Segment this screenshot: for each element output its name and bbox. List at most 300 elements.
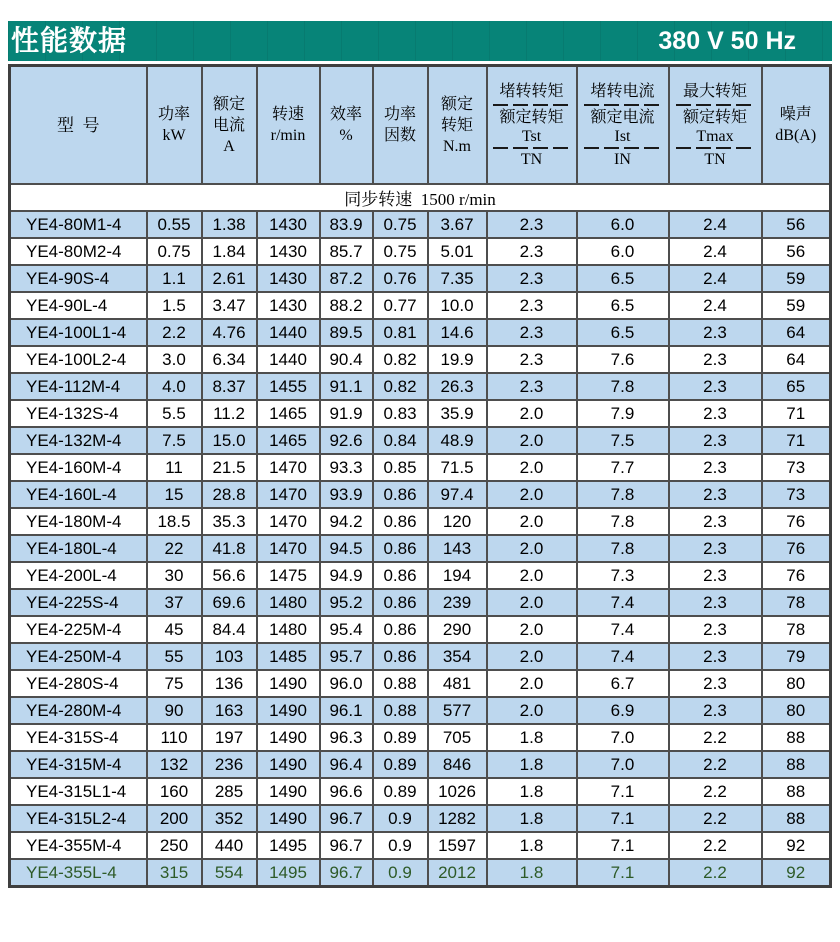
model-cell: YE4-315L1-4: [10, 778, 147, 805]
value-cell: 4.0: [147, 373, 202, 400]
value-cell: 71.5: [428, 454, 487, 481]
value-cell: 7.7: [577, 454, 669, 481]
value-cell: 76: [762, 562, 831, 589]
value-cell: 3.0: [147, 346, 202, 373]
value-cell: 15: [147, 481, 202, 508]
model-cell: YE4-180M-4: [10, 508, 147, 535]
value-cell: 2.3: [669, 427, 762, 454]
value-cell: 2.0: [487, 697, 577, 724]
value-cell: 37: [147, 589, 202, 616]
value-cell: 2.3: [669, 508, 762, 535]
value-cell: 1.1: [147, 265, 202, 292]
value-cell: 5.5: [147, 400, 202, 427]
value-cell: 1430: [257, 265, 320, 292]
model-cell: YE4-200L-4: [10, 562, 147, 589]
value-cell: 1490: [257, 697, 320, 724]
value-cell: 1440: [257, 319, 320, 346]
value-cell: 2.3: [669, 670, 762, 697]
value-cell: 69.6: [202, 589, 257, 616]
value-cell: 80: [762, 697, 831, 724]
table-row: [10, 724, 831, 751]
model-cell: YE4-180L-4: [10, 535, 147, 562]
fraction-bar: [493, 104, 571, 106]
value-cell: 19.9: [428, 346, 487, 373]
value-cell: 7.3: [577, 562, 669, 589]
value-cell: 7.0: [577, 751, 669, 778]
value-cell: 110: [147, 724, 202, 751]
table-header: [10, 66, 831, 185]
value-cell: 2.0: [487, 643, 577, 670]
value-cell: 22: [147, 535, 202, 562]
value-cell: 6.34: [202, 346, 257, 373]
value-cell: 0.9: [373, 805, 428, 832]
model-cell: YE4-315S-4: [10, 724, 147, 751]
value-cell: 3.47: [202, 292, 257, 319]
value-cell: 2.4: [669, 211, 762, 238]
value-cell: 1465: [257, 427, 320, 454]
value-cell: 6.5: [577, 319, 669, 346]
col-header-rated-torque: 额定 转矩 N.m: [428, 66, 487, 185]
value-cell: 160: [147, 778, 202, 805]
value-cell: 96.1: [320, 697, 373, 724]
value-cell: 7.4: [577, 643, 669, 670]
value-cell: 2.2: [669, 859, 762, 887]
value-cell: 2.3: [669, 535, 762, 562]
value-cell: 1480: [257, 589, 320, 616]
value-cell: 85.7: [320, 238, 373, 265]
value-cell: 554: [202, 859, 257, 887]
col-header-max-torque-ratio: 最大转矩 额定转矩 Tmax TN: [669, 66, 762, 185]
value-cell: 0.9: [373, 859, 428, 887]
table-row: [10, 832, 831, 859]
value-cell: 7.1: [577, 832, 669, 859]
value-cell: 1.8: [487, 751, 577, 778]
model-cell: YE4-355M-4: [10, 832, 147, 859]
table-row: [10, 616, 831, 643]
value-cell: 0.9: [373, 832, 428, 859]
value-cell: 1282: [428, 805, 487, 832]
value-cell: 2.0: [487, 535, 577, 562]
value-cell: 2.0: [487, 508, 577, 535]
value-cell: 577: [428, 697, 487, 724]
value-cell: 0.86: [373, 562, 428, 589]
value-cell: 0.75: [373, 211, 428, 238]
value-cell: 354: [428, 643, 487, 670]
value-cell: 78: [762, 616, 831, 643]
table-row: [10, 373, 831, 400]
value-cell: 2.3: [669, 454, 762, 481]
value-cell: 7.4: [577, 589, 669, 616]
value-cell: 2.3: [669, 319, 762, 346]
value-cell: 1495: [257, 859, 320, 887]
model-cell: YE4-280S-4: [10, 670, 147, 697]
table-row: [10, 508, 831, 535]
value-cell: 96.6: [320, 778, 373, 805]
section-header-bar: [8, 21, 832, 61]
value-cell: 76: [762, 508, 831, 535]
value-cell: 73: [762, 481, 831, 508]
value-cell: 0.88: [373, 697, 428, 724]
value-cell: 1.84: [202, 238, 257, 265]
col-header-rated-current: 额定 电流 A: [202, 66, 257, 185]
value-cell: 352: [202, 805, 257, 832]
model-cell: YE4-225S-4: [10, 589, 147, 616]
value-cell: 440: [202, 832, 257, 859]
value-cell: 55: [147, 643, 202, 670]
value-cell: 0.86: [373, 616, 428, 643]
value-cell: 7.1: [577, 859, 669, 887]
value-cell: 56: [762, 211, 831, 238]
fraction-bar: [584, 104, 662, 106]
value-cell: 2.3: [669, 562, 762, 589]
value-cell: 75: [147, 670, 202, 697]
model-cell: YE4-160M-4: [10, 454, 147, 481]
value-cell: 26.3: [428, 373, 487, 400]
value-cell: 143: [428, 535, 487, 562]
value-cell: 84.4: [202, 616, 257, 643]
model-cell: YE4-80M2-4: [10, 238, 147, 265]
model-cell: YE4-100L1-4: [10, 319, 147, 346]
table-row: [10, 751, 831, 778]
value-cell: 3.67: [428, 211, 487, 238]
value-cell: 96.7: [320, 832, 373, 859]
table-row: [10, 238, 831, 265]
value-cell: 21.5: [202, 454, 257, 481]
value-cell: 2.3: [669, 346, 762, 373]
model-cell: YE4-100L2-4: [10, 346, 147, 373]
value-cell: 2.4: [669, 238, 762, 265]
value-cell: 78: [762, 589, 831, 616]
value-cell: 1475: [257, 562, 320, 589]
value-cell: 90: [147, 697, 202, 724]
value-cell: 96.4: [320, 751, 373, 778]
model-cell: YE4-250M-4: [10, 643, 147, 670]
value-cell: 11.2: [202, 400, 257, 427]
value-cell: 2.0: [487, 454, 577, 481]
table-row: [10, 535, 831, 562]
value-cell: 7.0: [577, 724, 669, 751]
model-cell: YE4-90S-4: [10, 265, 147, 292]
value-cell: 1.8: [487, 805, 577, 832]
fraction-bar: [676, 104, 754, 106]
model-cell: YE4-112M-4: [10, 373, 147, 400]
value-cell: 2.2: [147, 319, 202, 346]
value-cell: 2.2: [669, 805, 762, 832]
value-cell: 4.76: [202, 319, 257, 346]
table-row: [10, 427, 831, 454]
value-cell: 2.3: [669, 589, 762, 616]
value-cell: 7.1: [577, 778, 669, 805]
model-cell: YE4-280M-4: [10, 697, 147, 724]
value-cell: 56.6: [202, 562, 257, 589]
value-cell: 80: [762, 670, 831, 697]
sync-speed-group: [10, 184, 831, 211]
col-header-model: 型 号: [10, 66, 147, 185]
value-cell: 65: [762, 373, 831, 400]
value-cell: 250: [147, 832, 202, 859]
value-cell: 28.8: [202, 481, 257, 508]
value-cell: 94.5: [320, 535, 373, 562]
table-row: [10, 697, 831, 724]
table-row: [10, 454, 831, 481]
table-body: [10, 211, 831, 887]
value-cell: 83.9: [320, 211, 373, 238]
value-cell: 197: [202, 724, 257, 751]
model-cell: YE4-315L2-4: [10, 805, 147, 832]
value-cell: 1430: [257, 292, 320, 319]
value-cell: 1440: [257, 346, 320, 373]
value-cell: 7.35: [428, 265, 487, 292]
value-cell: 0.86: [373, 508, 428, 535]
table-row: [10, 292, 831, 319]
value-cell: 1597: [428, 832, 487, 859]
value-cell: 1470: [257, 508, 320, 535]
value-cell: 1490: [257, 751, 320, 778]
value-cell: 96.3: [320, 724, 373, 751]
value-cell: 0.82: [373, 373, 428, 400]
value-cell: 7.8: [577, 481, 669, 508]
value-cell: 73: [762, 454, 831, 481]
value-cell: 6.5: [577, 265, 669, 292]
value-cell: 90.4: [320, 346, 373, 373]
model-cell: YE4-132S-4: [10, 400, 147, 427]
value-cell: 56: [762, 238, 831, 265]
value-cell: 1485: [257, 643, 320, 670]
value-cell: 1470: [257, 535, 320, 562]
value-cell: 6.5: [577, 292, 669, 319]
value-cell: 0.89: [373, 778, 428, 805]
value-cell: 96.0: [320, 670, 373, 697]
value-cell: 0.77: [373, 292, 428, 319]
value-cell: 2.2: [669, 832, 762, 859]
value-cell: 88: [762, 805, 831, 832]
value-cell: 2.4: [669, 265, 762, 292]
col-header-efficiency: 效率 %: [320, 66, 373, 185]
value-cell: 0.75: [373, 238, 428, 265]
value-cell: 136: [202, 670, 257, 697]
col-header-locked-rotor-torque-ratio: 堵转转矩 额定转矩 Tst TN: [487, 66, 577, 185]
value-cell: 120: [428, 508, 487, 535]
value-cell: 2.0: [487, 427, 577, 454]
value-cell: 7.4: [577, 616, 669, 643]
value-cell: 14.6: [428, 319, 487, 346]
value-cell: 1.5: [147, 292, 202, 319]
value-cell: 1.8: [487, 832, 577, 859]
value-cell: 194: [428, 562, 487, 589]
value-cell: 2.3: [487, 346, 577, 373]
value-cell: 2.4: [669, 292, 762, 319]
value-cell: 290: [428, 616, 487, 643]
value-cell: 41.8: [202, 535, 257, 562]
value-cell: 88: [762, 724, 831, 751]
value-cell: 1.8: [487, 778, 577, 805]
value-cell: 0.83: [373, 400, 428, 427]
value-cell: 35.9: [428, 400, 487, 427]
value-cell: 7.8: [577, 535, 669, 562]
value-cell: 92.6: [320, 427, 373, 454]
value-cell: 2.0: [487, 670, 577, 697]
voltage-frequency-label: 380 V 50 Hz: [658, 26, 796, 55]
value-cell: 2.3: [669, 373, 762, 400]
table-row: [10, 805, 831, 832]
value-cell: 0.86: [373, 535, 428, 562]
value-cell: 2.3: [669, 643, 762, 670]
table-row: [10, 670, 831, 697]
col-header-noise: 噪声 dB(A): [762, 66, 831, 185]
value-cell: 76: [762, 535, 831, 562]
value-cell: 163: [202, 697, 257, 724]
value-cell: 285: [202, 778, 257, 805]
value-cell: 95.4: [320, 616, 373, 643]
model-cell: YE4-315M-4: [10, 751, 147, 778]
value-cell: 1430: [257, 211, 320, 238]
value-cell: 1480: [257, 616, 320, 643]
value-cell: 1465: [257, 400, 320, 427]
value-cell: 0.82: [373, 346, 428, 373]
value-cell: 2.0: [487, 562, 577, 589]
value-cell: 315: [147, 859, 202, 887]
fraction-bar: [676, 147, 754, 149]
value-cell: 0.88: [373, 670, 428, 697]
value-cell: 7.8: [577, 373, 669, 400]
value-cell: 1470: [257, 454, 320, 481]
value-cell: 30: [147, 562, 202, 589]
col-header-locked-rotor-current-ratio: 堵转电流 额定电流 Ist IN: [577, 66, 669, 185]
table-row: [10, 400, 831, 427]
value-cell: 7.5: [577, 427, 669, 454]
value-cell: 11: [147, 454, 202, 481]
value-cell: 200: [147, 805, 202, 832]
value-cell: 91.1: [320, 373, 373, 400]
header-row: [10, 66, 831, 185]
value-cell: 846: [428, 751, 487, 778]
value-cell: 2.3: [487, 211, 577, 238]
value-cell: 2.0: [487, 616, 577, 643]
value-cell: 2.3: [487, 265, 577, 292]
value-cell: 35.3: [202, 508, 257, 535]
value-cell: 88.2: [320, 292, 373, 319]
value-cell: 94.9: [320, 562, 373, 589]
value-cell: 2.0: [487, 589, 577, 616]
value-cell: 705: [428, 724, 487, 751]
value-cell: 2.0: [487, 400, 577, 427]
value-cell: 64: [762, 346, 831, 373]
table-row: [10, 211, 831, 238]
table-row: [10, 778, 831, 805]
value-cell: 2.3: [487, 373, 577, 400]
value-cell: 1490: [257, 670, 320, 697]
value-cell: 79: [762, 643, 831, 670]
table-row: [10, 643, 831, 670]
value-cell: 1.8: [487, 724, 577, 751]
value-cell: 0.86: [373, 481, 428, 508]
value-cell: 15.0: [202, 427, 257, 454]
value-cell: 2.3: [669, 481, 762, 508]
fraction-bar: [584, 147, 662, 149]
value-cell: 2.3: [487, 238, 577, 265]
value-cell: 96.7: [320, 859, 373, 887]
value-cell: 6.7: [577, 670, 669, 697]
performance-table: [8, 64, 832, 888]
value-cell: 1470: [257, 481, 320, 508]
value-cell: 92: [762, 832, 831, 859]
value-cell: 5.01: [428, 238, 487, 265]
value-cell: 7.6: [577, 346, 669, 373]
model-cell: YE4-90L-4: [10, 292, 147, 319]
value-cell: 1490: [257, 805, 320, 832]
value-cell: 88: [762, 778, 831, 805]
value-cell: 18.5: [147, 508, 202, 535]
table-row: [10, 859, 831, 887]
value-cell: 0.75: [147, 238, 202, 265]
value-cell: 2.61: [202, 265, 257, 292]
value-cell: 48.9: [428, 427, 487, 454]
value-cell: 95.7: [320, 643, 373, 670]
table-row: [10, 265, 831, 292]
value-cell: 8.37: [202, 373, 257, 400]
value-cell: 6.0: [577, 238, 669, 265]
table-row: [10, 481, 831, 508]
value-cell: 71: [762, 400, 831, 427]
value-cell: 0.89: [373, 724, 428, 751]
model-cell: YE4-355L-4: [10, 859, 147, 887]
value-cell: 0.86: [373, 643, 428, 670]
value-cell: 239: [428, 589, 487, 616]
sync-speed-row: [10, 184, 831, 211]
table-row: [10, 562, 831, 589]
value-cell: 0.81: [373, 319, 428, 346]
value-cell: 7.9: [577, 400, 669, 427]
value-cell: 1495: [257, 832, 320, 859]
value-cell: 7.1: [577, 805, 669, 832]
value-cell: 2012: [428, 859, 487, 887]
value-cell: 93.3: [320, 454, 373, 481]
value-cell: 59: [762, 292, 831, 319]
value-cell: 0.76: [373, 265, 428, 292]
value-cell: 7.5: [147, 427, 202, 454]
value-cell: 0.86: [373, 589, 428, 616]
value-cell: 1430: [257, 238, 320, 265]
value-cell: 1455: [257, 373, 320, 400]
value-cell: 2.3: [487, 292, 577, 319]
value-cell: 59: [762, 265, 831, 292]
value-cell: 0.89: [373, 751, 428, 778]
value-cell: 89.5: [320, 319, 373, 346]
value-cell: 64: [762, 319, 831, 346]
model-cell: YE4-225M-4: [10, 616, 147, 643]
table-row: [10, 346, 831, 373]
value-cell: 6.9: [577, 697, 669, 724]
value-cell: 2.0: [487, 481, 577, 508]
table-row: [10, 319, 831, 346]
value-cell: 2.2: [669, 751, 762, 778]
value-cell: 1.8: [487, 859, 577, 887]
value-cell: 2.3: [669, 400, 762, 427]
value-cell: 0.85: [373, 454, 428, 481]
value-cell: 103: [202, 643, 257, 670]
value-cell: 10.0: [428, 292, 487, 319]
value-cell: 236: [202, 751, 257, 778]
col-header-speed: 转速 r/min: [257, 66, 320, 185]
value-cell: 92: [762, 859, 831, 887]
value-cell: 0.84: [373, 427, 428, 454]
col-header-power-factor: 功率 因数: [373, 66, 428, 185]
value-cell: 2.2: [669, 778, 762, 805]
value-cell: 91.9: [320, 400, 373, 427]
value-cell: 97.4: [428, 481, 487, 508]
value-cell: 2.3: [487, 319, 577, 346]
value-cell: 1.38: [202, 211, 257, 238]
